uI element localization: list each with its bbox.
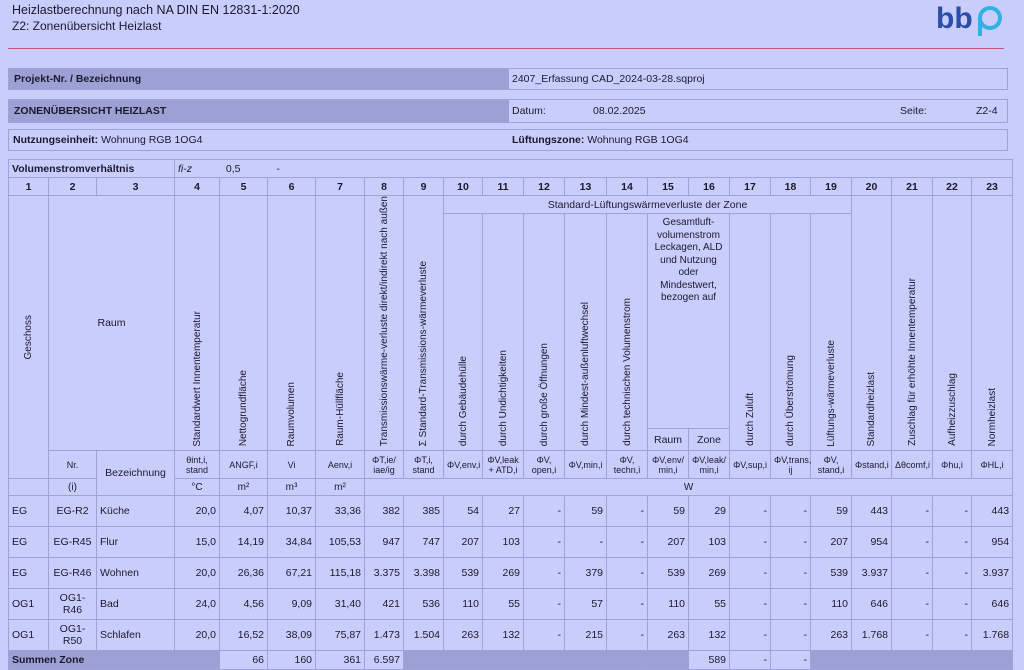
date-label: Datum: <box>512 105 546 117</box>
cell-value: - <box>892 527 933 558</box>
unit-watt: W <box>365 479 1013 496</box>
project-bar <box>8 68 1008 90</box>
unit-c4: °C <box>175 479 220 496</box>
col-num: 5 <box>220 178 268 196</box>
header-c17: durch Zuluft <box>730 214 771 451</box>
cell-value: 31,40 <box>316 589 365 620</box>
col-num: 18 <box>771 178 811 196</box>
header-c9: Σ Standard-Transmissions-wärmeverluste <box>404 196 444 451</box>
header-c1516: Gesamtluft-volumenstrom Leckagen, ALD und Nutzung oder Mindestwert, bezogen auf <box>648 214 730 429</box>
header-c8: Transmissionswärme-verluste direkt/indirekt nach außen <box>365 196 404 451</box>
data-rows <box>9 496 1013 651</box>
cell-value: 34,84 <box>268 527 316 558</box>
cell-value: - <box>933 527 972 558</box>
header-c15: Raum <box>648 429 689 451</box>
summary-row <box>9 651 1013 670</box>
symbol-cell: ΦHL,i <box>972 451 1013 479</box>
col-num: 8 <box>365 178 404 196</box>
cell-value: 379 <box>565 558 607 589</box>
cell-value: 1.768 <box>972 620 1013 651</box>
header-divider <box>8 48 1004 49</box>
cell-value: - <box>892 620 933 651</box>
unit-c5: m² <box>220 479 268 496</box>
symbol-cell: Aenv,i <box>316 451 365 479</box>
page-value: Z2-4 <box>976 105 998 117</box>
cell-value: - <box>607 496 648 527</box>
cell-value: 1.768 <box>852 620 892 651</box>
cell-value: 115,18 <box>316 558 365 589</box>
cell-nr: EG-R2 <box>49 496 97 527</box>
volumenstrom-unit: - <box>276 162 280 175</box>
heizlast-table <box>8 159 1013 670</box>
summary-c7: 361 <box>316 651 365 670</box>
symbol-cell: ΦV,trans, ij <box>771 451 811 479</box>
report-title: Heizlastberechnung nach NA DIN EN 12831-1:2020 <box>12 3 300 17</box>
col-num: 23 <box>972 178 1013 196</box>
cell-value: 132 <box>689 620 730 651</box>
cell-value: - <box>524 527 565 558</box>
unit-c6: m³ <box>268 479 316 496</box>
table-row <box>9 589 1013 620</box>
cell-value: 110 <box>648 589 689 620</box>
cell-value: - <box>607 558 648 589</box>
cell-value: - <box>933 589 972 620</box>
cell-value: 75,87 <box>316 620 365 651</box>
cell-value: 646 <box>972 589 1013 620</box>
header-c10: durch Gebäudehülle <box>444 214 483 451</box>
summary-c15 <box>648 651 689 670</box>
column-numbers <box>9 178 1013 196</box>
summary-c6: 160 <box>268 651 316 670</box>
cell-value: - <box>771 527 811 558</box>
symbol-cell: Φhu,i <box>933 451 972 479</box>
cell-value: 443 <box>972 496 1013 527</box>
cell-value: 110 <box>811 589 852 620</box>
cell-bezeichnung: Küche <box>97 496 175 527</box>
cell-value: - <box>730 496 771 527</box>
header-c14: durch technischen Volumenstrom <box>607 214 648 451</box>
cell-value: 1.504 <box>404 620 444 651</box>
col-num: 2 <box>49 178 97 196</box>
cell-value: 27 <box>483 496 524 527</box>
lueftung <box>512 130 689 150</box>
header-nr: Nr. <box>49 451 97 479</box>
symbol-cell: Vi <box>268 451 316 479</box>
header-bezeichnung: Bezeichnung <box>97 451 175 496</box>
symbol-cell: ΦV,env,i <box>444 451 483 479</box>
cell-value: - <box>607 527 648 558</box>
summary-filler-right <box>811 651 1013 670</box>
unit-bar <box>8 129 1008 151</box>
cell-value: 9,09 <box>268 589 316 620</box>
cell-value: 443 <box>852 496 892 527</box>
cell-value: 269 <box>483 558 524 589</box>
cell-value: 15,0 <box>175 527 220 558</box>
cell-value: 269 <box>689 558 730 589</box>
header-c7: Raum-Hüllfläche <box>316 196 365 451</box>
header-c16: Zone <box>689 429 730 451</box>
cell-value: 3.937 <box>852 558 892 589</box>
col-num: 20 <box>852 178 892 196</box>
summary-label: Summen Zone <box>9 651 220 670</box>
cell-value: 38,09 <box>268 620 316 651</box>
cell-value: 385 <box>404 496 444 527</box>
volumenstrom-values <box>175 160 1013 178</box>
cell-value: 110 <box>444 589 483 620</box>
cell-value: - <box>524 589 565 620</box>
col-num: 9 <box>404 178 444 196</box>
cell-value: 1.473 <box>365 620 404 651</box>
cell-nr: OG1-R46 <box>49 589 97 620</box>
cell-value: - <box>730 558 771 589</box>
cell-value: 132 <box>483 620 524 651</box>
symbol-cell: ΦT,i, stand <box>404 451 444 479</box>
cell-geschoss: EG <box>9 558 49 589</box>
cell-value: 536 <box>404 589 444 620</box>
cell-geschoss: OG1 <box>9 620 49 651</box>
cell-value: 646 <box>852 589 892 620</box>
header-c20: Standardheizlast <box>852 196 892 451</box>
summary-filler <box>404 651 648 670</box>
cell-value: 103 <box>483 527 524 558</box>
section-label: ZONENÜBERSICHT HEIZLAST <box>9 100 509 122</box>
cell-value: - <box>524 496 565 527</box>
volumenstrom-row <box>9 160 1013 178</box>
cell-value: 3.937 <box>972 558 1013 589</box>
cell-value: - <box>892 496 933 527</box>
symbol-cell: ΦV, techn,i <box>607 451 648 479</box>
cell-bezeichnung: Bad <box>97 589 175 620</box>
cell-value: 20,0 <box>175 620 220 651</box>
header-row-1 <box>9 196 1013 214</box>
header-c21: Zuschlag für erhöhte Innentemperatur <box>892 196 933 451</box>
cell-bezeichnung: Wohnen <box>97 558 175 589</box>
symbol-cell: ΦV,leak + ATD,i <box>483 451 524 479</box>
cell-value: - <box>607 620 648 651</box>
header-c11: durch Undichtigkeiten <box>483 214 524 451</box>
summary-c17: - <box>730 651 771 670</box>
volumenstrom-symbol: fi-z <box>178 162 193 175</box>
nutzung-label: Nutzungseinheit: <box>13 134 99 146</box>
cell-value: 4,07 <box>220 496 268 527</box>
cell-value: - <box>771 589 811 620</box>
cell-value: 59 <box>648 496 689 527</box>
lueftung-value: Wohnung RGB 1OG4 <box>587 134 689 146</box>
cell-value: 16,52 <box>220 620 268 651</box>
cell-value: - <box>933 558 972 589</box>
cell-value: 539 <box>648 558 689 589</box>
col-num: 10 <box>444 178 483 196</box>
cell-value: 59 <box>565 496 607 527</box>
cell-value: - <box>771 496 811 527</box>
header-raum: Raum <box>49 196 175 451</box>
table-row <box>9 527 1013 558</box>
cell-geschoss: EG <box>9 527 49 558</box>
symbol-cell: ΦV,env/ min,i <box>648 451 689 479</box>
header-lueftung-group: Standard-Lüftungswärmeverluste der Zone <box>444 196 852 214</box>
symbol-cell: ΦV, stand,i <box>811 451 852 479</box>
col-num: 22 <box>933 178 972 196</box>
cell-value: - <box>892 589 933 620</box>
symbol-cell: ΦV,min,i <box>565 451 607 479</box>
header-c22: Aufheizzuschlag <box>933 196 972 451</box>
cell-value: 14,19 <box>220 527 268 558</box>
svg-text:bb: bb <box>936 2 973 35</box>
cell-value: - <box>607 589 648 620</box>
volumenstrom-value: 0,5 <box>225 162 241 175</box>
bbp-logo <box>934 0 1006 40</box>
volumenstrom-label: Volumenstromverhältnis <box>9 160 175 178</box>
table-row <box>9 620 1013 651</box>
cell-value: 55 <box>483 589 524 620</box>
header-c13: durch Mindest-außenluftwechsel <box>565 214 607 451</box>
cell-value: - <box>771 620 811 651</box>
cell-value: 207 <box>444 527 483 558</box>
col-num: 17 <box>730 178 771 196</box>
col-num: 7 <box>316 178 365 196</box>
cell-nr: EG-R45 <box>49 527 97 558</box>
cell-value: - <box>933 620 972 651</box>
cell-nr: EG-R46 <box>49 558 97 589</box>
cell-value: 67,21 <box>268 558 316 589</box>
cell-value: 207 <box>648 527 689 558</box>
cell-value: 382 <box>365 496 404 527</box>
symbol-cell: Δθcomf,i <box>892 451 933 479</box>
cell-value: 105,53 <box>316 527 365 558</box>
header-c12: durch große Öffnungen <box>524 214 565 451</box>
section-bar <box>8 99 1008 123</box>
symbol-cell: ΦV, open,i <box>524 451 565 479</box>
cell-value: 421 <box>365 589 404 620</box>
cell-value: 3.375 <box>365 558 404 589</box>
summary-c8: 6.597 <box>365 651 404 670</box>
symbol-row <box>9 451 1013 479</box>
col-num: 21 <box>892 178 933 196</box>
cell-value: 4,56 <box>220 589 268 620</box>
nutzung <box>13 130 202 150</box>
cell-value: 57 <box>565 589 607 620</box>
date-value: 08.02.2025 <box>593 105 646 117</box>
cell-value: - <box>730 589 771 620</box>
cell-value: 103 <box>689 527 730 558</box>
cell-value: 33,36 <box>316 496 365 527</box>
report-subtitle: Z2: Zonenübersicht Heizlast <box>12 19 162 33</box>
cell-value: 947 <box>365 527 404 558</box>
summary-c5: 66 <box>220 651 268 670</box>
cell-value: 20,0 <box>175 496 220 527</box>
col-num: 3 <box>97 178 175 196</box>
cell-geschoss: EG <box>9 496 49 527</box>
col-num: 14 <box>607 178 648 196</box>
cell-value: 59 <box>811 496 852 527</box>
cell-value: 263 <box>648 620 689 651</box>
header-c19: Lüftungs-wärmeverluste <box>811 214 852 451</box>
header-c5: Nettogrundfläche <box>220 196 268 451</box>
col-num: 1 <box>9 178 49 196</box>
cell-value: - <box>730 527 771 558</box>
cell-value: 539 <box>811 558 852 589</box>
cell-value: 26,36 <box>220 558 268 589</box>
col-num: 6 <box>268 178 316 196</box>
unit-c7: m² <box>316 479 365 496</box>
col-num: 19 <box>811 178 852 196</box>
cell-value: 29 <box>689 496 730 527</box>
header-c4: Standardwert Innentemperatur <box>175 196 220 451</box>
symbol-cell: ANGF,i <box>220 451 268 479</box>
cell-value: 20,0 <box>175 558 220 589</box>
col-num: 4 <box>175 178 220 196</box>
cell-value: 747 <box>404 527 444 558</box>
cell-value: 263 <box>444 620 483 651</box>
cell-bezeichnung: Schlafen <box>97 620 175 651</box>
cell-geschoss: OG1 <box>9 589 49 620</box>
cell-value: - <box>933 496 972 527</box>
cell-value: - <box>524 620 565 651</box>
cell-value: 55 <box>689 589 730 620</box>
table-row <box>9 558 1013 589</box>
col-num: 12 <box>524 178 565 196</box>
header-geschoss: Geschoss <box>9 196 49 479</box>
cell-value: 207 <box>811 527 852 558</box>
summary-c16: 589 <box>689 651 730 670</box>
col-num: 15 <box>648 178 689 196</box>
nr-unit: (i) <box>49 479 97 496</box>
symbol-cell: ΦV,sup,i <box>730 451 771 479</box>
header-c18: durch Überströmung <box>771 214 811 451</box>
col-num: 16 <box>689 178 730 196</box>
project-label: Projekt-Nr. / Bezeichnung <box>9 69 509 89</box>
cell-value: 3.398 <box>404 558 444 589</box>
cell-value: 54 <box>444 496 483 527</box>
cell-bezeichnung: Flur <box>97 527 175 558</box>
nutzung-value: Wohnung RGB 1OG4 <box>101 134 203 146</box>
cell-value: - <box>771 558 811 589</box>
cell-value: - <box>565 527 607 558</box>
header-c6: Raumvolumen <box>268 196 316 451</box>
cell-value: 263 <box>811 620 852 651</box>
header-c23: Normheizlast <box>972 196 1013 451</box>
cell-value: - <box>524 558 565 589</box>
cell-value: 954 <box>852 527 892 558</box>
cell-value: 24,0 <box>175 589 220 620</box>
cell-nr: OG1-R50 <box>49 620 97 651</box>
col-num: 11 <box>483 178 524 196</box>
page-label: Seite: <box>900 105 927 117</box>
col-num: 13 <box>565 178 607 196</box>
symbol-cell: Φstand,i <box>852 451 892 479</box>
summary-c18: - <box>771 651 811 670</box>
cell-value: 954 <box>972 527 1013 558</box>
symbol-cell: ΦV,leak/ min,i <box>689 451 730 479</box>
cell-value: 10,37 <box>268 496 316 527</box>
cell-value: - <box>892 558 933 589</box>
symbol-cell: ΦT,ie/ iae/ig <box>365 451 404 479</box>
table-row <box>9 496 1013 527</box>
project-value: 2407_Erfassung CAD_2024-03-28.sqproj <box>512 73 705 85</box>
lueftung-label: Lüftungszone: <box>512 134 585 146</box>
cell-value: 215 <box>565 620 607 651</box>
cell-value: - <box>730 620 771 651</box>
cell-value: 539 <box>444 558 483 589</box>
symbol-cell: θint,i, stand <box>175 451 220 479</box>
